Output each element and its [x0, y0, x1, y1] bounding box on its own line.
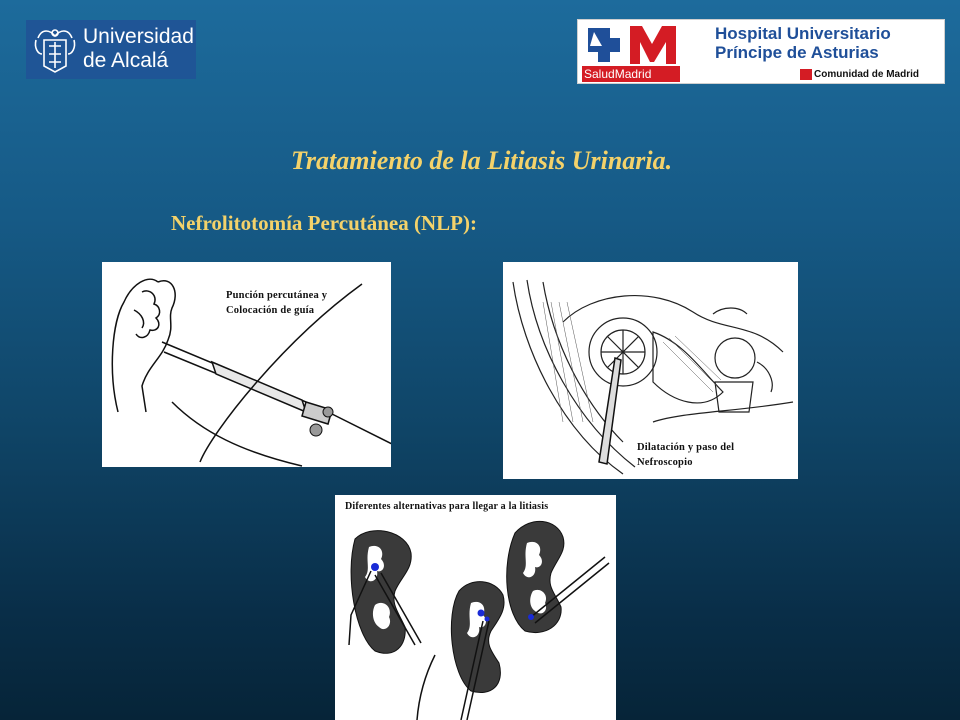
university-name-line1: Universidad	[83, 25, 194, 48]
hospital-logo	[577, 19, 945, 84]
figure1-caption	[226, 288, 327, 318]
university-logo	[26, 20, 196, 79]
figure3-caption: Diferentes alternativas para llegar a la litiasis	[345, 501, 549, 512]
figure2-caption-line2: Nefroscopio	[637, 457, 693, 468]
slide-subtitle: Nefrolitotomía Percutánea (NLP):	[171, 211, 477, 235]
approach-alternatives-illustration	[335, 495, 616, 720]
figure2-caption-line1: Dilatación y paso del	[637, 442, 735, 453]
figure1-caption-line2: Colocación de guía	[226, 305, 315, 316]
salud-madrid-label: SaludMadrid	[582, 66, 680, 82]
comunidad-flag-icon	[800, 69, 812, 80]
figure1-caption-line1: Punción percutánea y	[226, 290, 328, 301]
university-seal-icon	[30, 24, 80, 75]
university-name-line2: de Alcalá	[83, 49, 169, 72]
figure2-caption	[637, 440, 734, 470]
hospital-name-line2: Príncipe de Asturias	[715, 43, 879, 62]
slide-title: Tratamiento de la Litiasis Urinaria.	[291, 146, 673, 175]
figure-dilation	[503, 262, 798, 479]
figure-alternatives	[335, 495, 616, 720]
hospital-name-line1: Hospital Universitario	[715, 24, 891, 43]
figure-puncture	[102, 262, 391, 467]
comunidad-madrid-label: Comunidad de Madrid	[814, 69, 919, 80]
